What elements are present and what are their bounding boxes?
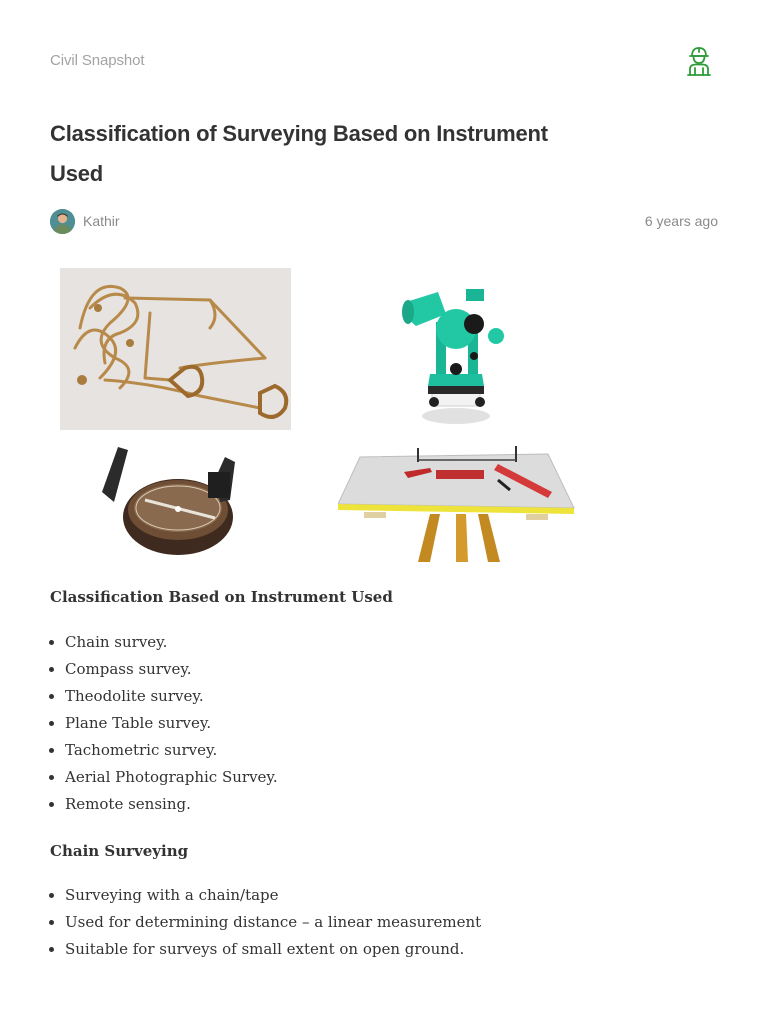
list-item: • Tachometric survey. — [65, 737, 718, 764]
author-avatar[interactable] — [50, 209, 75, 234]
chain-surveying-list — [50, 882, 718, 963]
list-item: • Used for determining distance – a linear measurement — [65, 909, 718, 936]
instrument-list — [50, 629, 718, 818]
list-item: • Chain survey. — [65, 629, 718, 656]
section-heading-chain-surveying: Chain Surveying — [50, 842, 189, 860]
plane-table-image — [338, 442, 578, 562]
surveying-chain-image — [60, 268, 291, 430]
list-item: • Suitable for surveys of small extent on open ground. — [65, 936, 718, 963]
theodolite-image — [396, 274, 516, 429]
engineer-helmet-icon[interactable] — [684, 44, 714, 78]
section-heading-instrument: Classification Based on Instrument Used — [50, 588, 393, 606]
list-item: • Remote sensing. — [65, 791, 718, 818]
list-item: • Aerial Photographic Survey. — [65, 764, 718, 791]
post-date: 6 years ago — [644, 213, 718, 229]
post-title: Classification of Surveying Based on Instrument Used — [50, 121, 548, 186]
list-item: • Plane Table survey. — [65, 710, 718, 737]
list-item: • Compass survey. — [65, 656, 718, 683]
site-header — [50, 52, 718, 76]
byline — [50, 208, 718, 236]
prismatic-compass-image — [90, 442, 240, 562]
site-name-link[interactable]: Civil Snapshot — [50, 52, 145, 69]
instruments-figure — [60, 266, 580, 562]
list-item: • Surveying with a chain/tape — [65, 882, 718, 909]
list-item: • Theodolite survey. — [65, 683, 718, 710]
author-link[interactable]: Kathir — [83, 213, 120, 229]
article-content — [50, 586, 718, 963]
